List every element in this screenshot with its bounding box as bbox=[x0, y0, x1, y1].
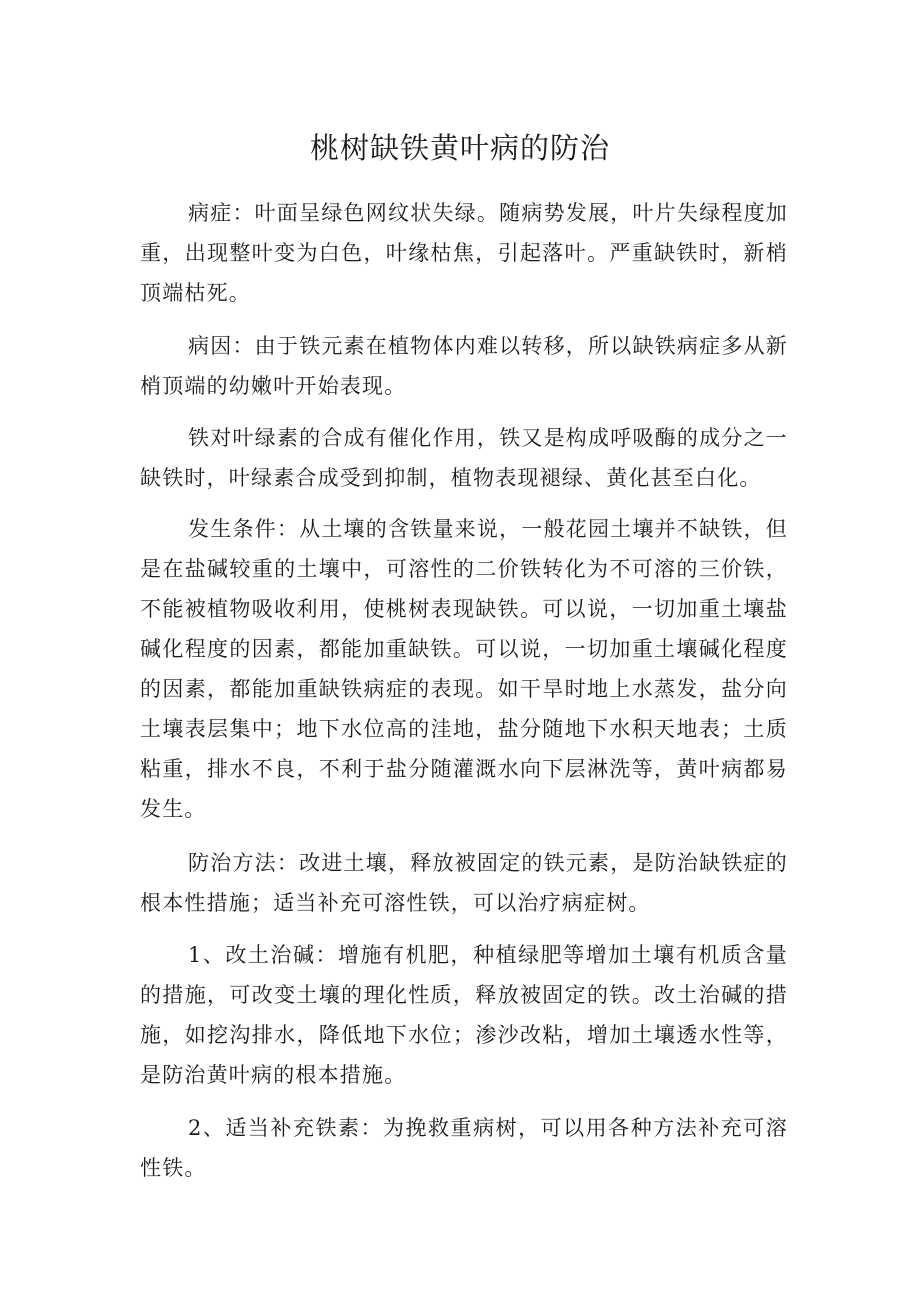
paragraph-cause: 病因：由于铁元素在植物体内难以转移，所以缺铁病症多从新梢顶端的幼嫩叶开始表现。 bbox=[140, 334, 788, 398]
paragraph-conditions: 发生条件：从土壤的含铁量来说，一般花园土壤并不缺铁，但是在盐碱较重的土壤中，可溶性的二价铁转化为不可溶的三价铁，不能被植物吸收利用，使桃树表现缺铁。可以说，一切加重土壤盐碱化程度的因素，都能加重缺铁。可以说，一切加重土壤碱化程度的因素，都能加重缺铁病症的表现。如干旱时地上水蒸发，盐分向土壤表层集中；地下水位高的洼地，盐分随地下水积天地表；土质粘重，排水不良，不利于盐分随灌溉水向下层淋洗等，黄叶病都易发生。 bbox=[140, 517, 788, 821]
paragraph-method-2: 2、适当补充铁素：为挽救重病树，可以用各种方法补充可溶性铁。 bbox=[140, 1116, 788, 1180]
paragraph-symptoms: 病症：叶面呈绿色网纹状失绿。随病势发展，叶片失绿程度加重，出现整叶变为白色，叶缘枯焦，引起落叶。严重缺铁时，新梢顶端枯死。 bbox=[140, 201, 788, 305]
paragraph-iron-role: 铁对叶绿素的合成有催化作用，铁又是构成呼吸酶的成分之一缺铁时，叶绿素合成受到抑制，植物表现褪绿、黄化甚至白化。 bbox=[140, 426, 788, 490]
paragraph-prevention: 防治方法：改进土壤，释放被固定的铁元素，是防治缺铁症的根本性措施；适当补充可溶性铁，可以治疗病症树。 bbox=[140, 851, 788, 915]
paragraph-method-1: 1、改土治碱：增施有机肥，种植绿肥等增加土壤有机质含量的措施，可改变土壤的理化性质，释放被固定的铁。改土治碱的措施，如挖沟排水，降低地下水位；渗沙改粘，增加土壤透水性等，是防治黄叶病的根本措施。 bbox=[140, 943, 788, 1087]
document-title: 桃树缺铁黄叶病的防治 bbox=[309, 131, 610, 165]
